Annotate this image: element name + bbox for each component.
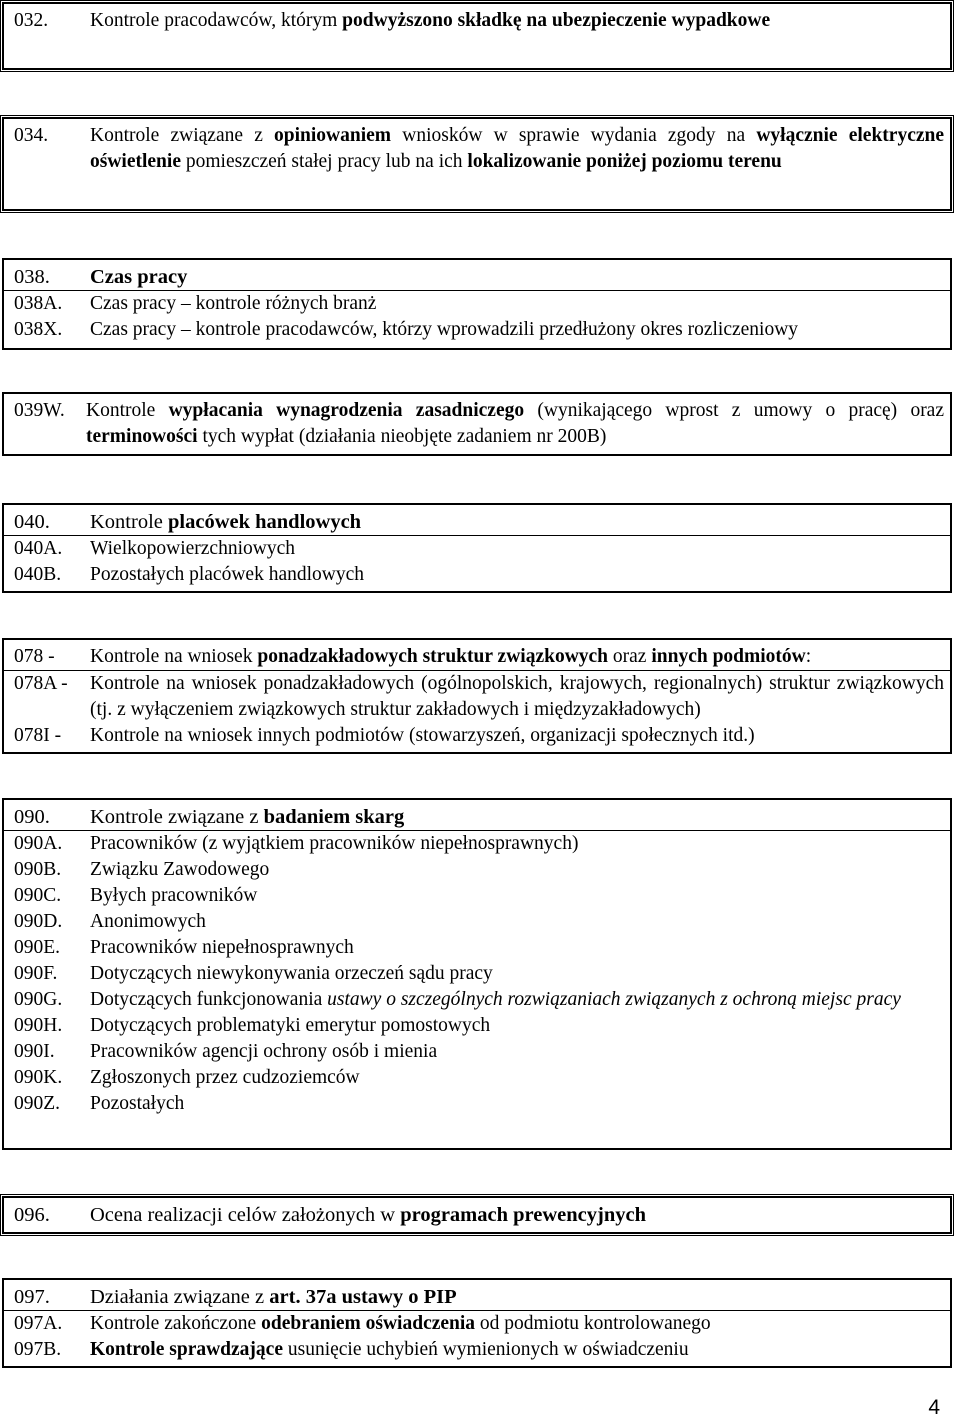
title-038: Czas pracy (90, 266, 188, 288)
section-032 (2, 2, 952, 70)
text-090d: Anonimowych (90, 911, 206, 932)
row-096 (14, 1202, 944, 1228)
code-038: 038. (14, 266, 50, 288)
row-090i (14, 1039, 944, 1065)
row-090 (14, 804, 944, 830)
text-090e: Pracowników niepełnosprawnych (90, 937, 354, 958)
row-038 (14, 264, 944, 290)
text-090c: Byłych pracowników (90, 885, 258, 906)
code-040b: 040B. (14, 564, 62, 585)
code-090z: 090Z. (14, 1093, 61, 1114)
code-032: 032. (14, 10, 49, 31)
row-097 (14, 1284, 944, 1310)
code-090g: 090G. (14, 989, 63, 1010)
row-097b (14, 1337, 944, 1363)
section-097 (2, 1278, 952, 1368)
row-039w (14, 398, 944, 450)
row-078i (14, 723, 944, 749)
text-078i: Kontrole na wniosek innych podmiotów (stowarzyszeń, organizacji społecznych itd.) (90, 725, 755, 746)
text-038x: Czas pracy – kontrole pracodawców, którzy wprowadzili przedłużony okres rozliczeniowy (90, 319, 799, 340)
row-097a (14, 1311, 944, 1337)
text-040b: Pozostałych placówek handlowych (90, 564, 365, 585)
row-090h (14, 1013, 944, 1039)
text-090h: Dotyczących problematyki emerytur pomostowych (90, 1015, 491, 1036)
code-097b: 097B. (14, 1339, 62, 1360)
text-090g: Dotyczących funkcjonowania ustawy o szczególnych rozwiązaniach związanych z ochroną miejsc pracy (90, 989, 901, 1010)
text-078a: Kontrole na wniosek ponadzakładowych (ogólnopolskich, krajowych, regionalnych) struktur związkowych (tj. z wyłączeniem związkowych struktur zakładowych i międzyzakładowych) (90, 673, 944, 720)
code-040a: 040A. (14, 538, 63, 559)
code-090k: 090K. (14, 1067, 63, 1088)
text-090f: Dotyczących niewykonywania orzeczeń sądu pracy (90, 963, 493, 984)
row-090a (14, 831, 944, 857)
row-040 (14, 509, 944, 535)
row-034 (14, 123, 944, 175)
code-097a: 097A. (14, 1313, 63, 1334)
row-090b (14, 857, 944, 883)
code-090i: 090I. (14, 1041, 55, 1062)
section-040 (2, 503, 952, 593)
row-078a (14, 671, 944, 723)
text-032: Kontrole pracodawców, którym podwyższono składkę na ubezpieczenie wypadkowe (90, 10, 771, 31)
code-039w: 039W. (14, 400, 65, 421)
code-040: 040. (14, 511, 50, 533)
text-097b: Kontrole sprawdzające usunięcie uchybień wymienionych w oświadczeniu (90, 1339, 689, 1360)
text-078: Kontrole na wniosek ponadzakładowych struktur związkowych oraz innych podmiotów: (90, 646, 812, 667)
row-090f (14, 961, 944, 987)
code-090c: 090C. (14, 885, 62, 906)
text-090z: Pozostałych (90, 1093, 185, 1114)
code-090h: 090H. (14, 1015, 63, 1036)
text-090k: Zgłoszonych przez cudzoziemców (90, 1067, 360, 1088)
row-040b (14, 562, 944, 588)
code-078: 078 - (14, 646, 55, 667)
code-078i: 078I - (14, 725, 62, 746)
code-078a: 078A - (14, 673, 68, 694)
section-096 (2, 1196, 952, 1234)
row-090z (14, 1091, 944, 1117)
row-040a (14, 536, 944, 562)
text-090i: Pracowników agencji ochrony osób i mienia (90, 1041, 438, 1062)
title-090: Kontrole związane z badaniem skarg (90, 806, 405, 828)
page-number: 4 (928, 1396, 940, 1419)
code-090d: 090D. (14, 911, 63, 932)
code-097: 097. (14, 1286, 50, 1308)
code-096: 096. (14, 1204, 50, 1226)
section-034 (2, 117, 952, 211)
text-097a: Kontrole zakończone odebraniem oświadczenia od podmiotu kontrolowanego (90, 1313, 711, 1334)
code-090a: 090A. (14, 833, 63, 854)
row-090d (14, 909, 944, 935)
row-090g (14, 987, 944, 1013)
code-038x: 038X. (14, 319, 63, 340)
row-078 (14, 644, 944, 670)
text-096: Ocena realizacji celów założonych w programach prewencyjnych (90, 1204, 646, 1226)
text-040a: Wielkopowierzchniowych (90, 538, 295, 559)
text-034: Kontrole związane z opiniowaniem wniosków w sprawie wydania zgody na wyłącznie elektryczne oświetlenie pomieszczeń stałej pracy lub na ich lokalizowanie poniżej poziomu terenu (90, 125, 944, 172)
row-090c (14, 883, 944, 909)
text-090a: Pracowników (z wyjątkiem pracowników niepełnosprawnych) (90, 833, 579, 854)
row-032 (14, 8, 944, 34)
code-090f: 090F. (14, 963, 58, 984)
code-038a: 038A. (14, 293, 63, 314)
section-038 (2, 258, 952, 350)
row-038a (14, 291, 944, 317)
code-090b: 090B. (14, 859, 62, 880)
text-038a: Czas pracy – kontrole różnych branż (90, 293, 377, 314)
text-039w: Kontrole wypłacania wynagrodzenia zasadniczego (wynikającego wprost z umowy o pracę) oraz terminowości tych wypłat (działania nieobjęte zadaniem nr 200B) (86, 400, 944, 447)
section-090 (2, 798, 952, 1150)
text-090b: Związku Zawodowego (90, 859, 270, 880)
title-040: Kontrole placówek handlowych (90, 511, 362, 533)
section-078 (2, 638, 952, 754)
code-090e: 090E. (14, 937, 61, 958)
title-097: Działania związane z art. 37a ustawy o PIP (90, 1286, 457, 1308)
code-090: 090. (14, 806, 50, 828)
row-090k (14, 1065, 944, 1091)
section-039w (2, 392, 952, 456)
row-038x (14, 317, 944, 343)
row-090e (14, 935, 944, 961)
code-034: 034. (14, 125, 49, 146)
